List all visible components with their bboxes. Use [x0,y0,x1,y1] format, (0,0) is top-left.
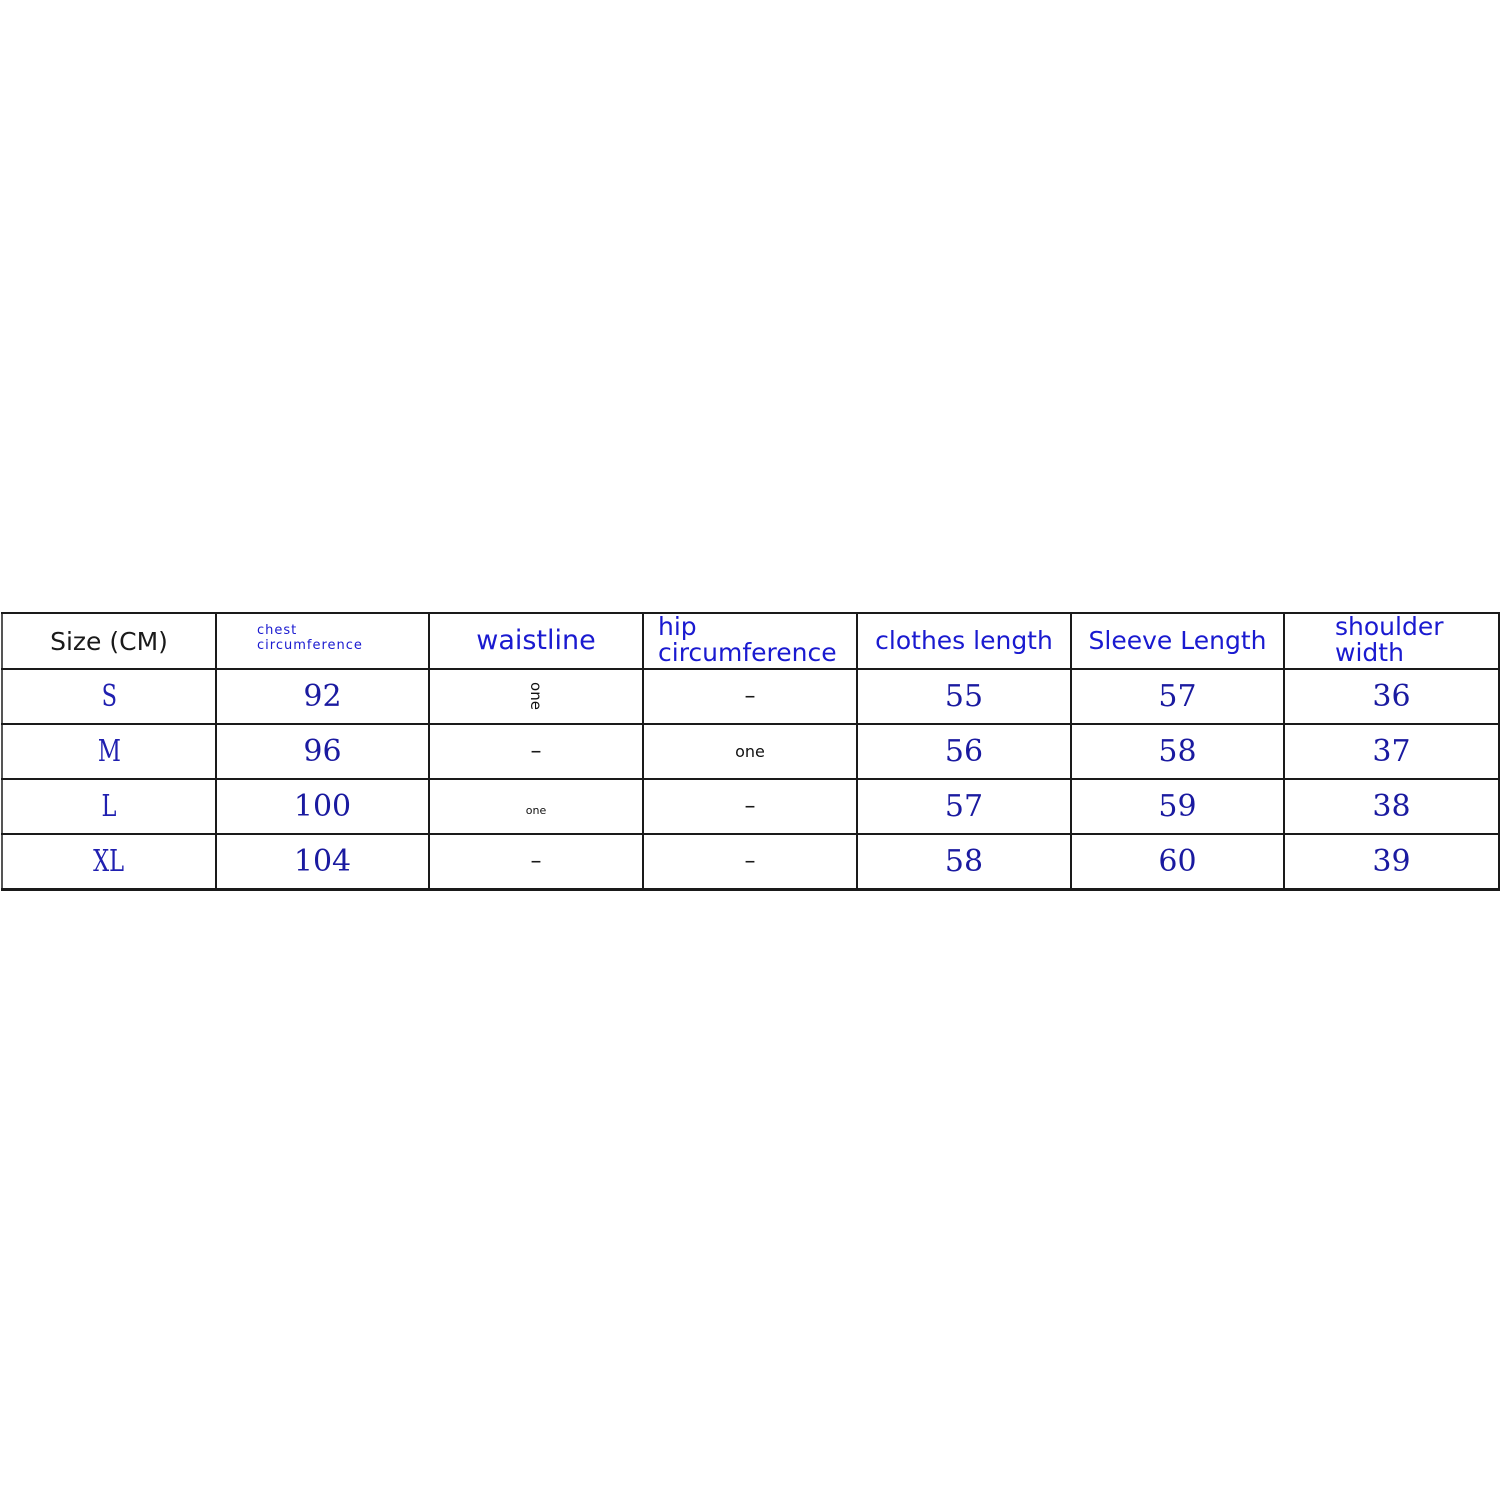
cell-hip: one [643,724,857,779]
cell-chest: 104 [216,834,429,890]
cell-clothes-length: 57 [857,779,1071,834]
header-shoulder-label [1335,614,1443,667]
cell-clothes-length: 58 [857,834,1071,890]
header-hip-line2: circumference [658,638,837,668]
cell-waist: – [429,724,643,779]
cell-sleeve-length: 59 [1071,779,1284,834]
cell-hip: – [643,834,857,890]
cell-chest: 100 [216,779,429,834]
cell-size: M [2,724,216,779]
header-hip-label [658,614,837,667]
cell-shoulder: 39 [1284,834,1499,890]
cell-waist: – [429,834,643,890]
header-hip-line1: hip [658,613,697,641]
cell-sleeve-length: 58 [1071,724,1284,779]
header-shoulder-line2: width [1335,638,1404,668]
cell-clothes-length: 55 [857,669,1071,724]
table-row [2,779,1499,834]
cell-hip: – [643,669,857,724]
table-row [2,669,1499,724]
header-chest-label [257,624,363,654]
cell-sleeve-length: 60 [1071,834,1284,890]
header-shoulder-line1: shoulder [1335,613,1444,641]
cell-shoulder: 37 [1284,724,1499,779]
header-chest-line2: circumference [257,637,363,653]
header-chest-line1: chest [257,623,298,638]
header-shoulder [1284,613,1499,669]
cell-sleeve-length: 57 [1071,669,1284,724]
table-row [2,724,1499,779]
cell-waist: one [429,779,643,834]
size-chart-table [1,612,1500,891]
cell-chest: 92 [216,669,429,724]
cell-size: L [2,779,216,834]
cell-hip: – [643,779,857,834]
header-size [2,613,216,669]
table-row [2,834,1499,890]
cell-shoulder: 36 [1284,669,1499,724]
header-waist [429,613,643,669]
header-hip [643,613,857,669]
cell-waist: one [429,669,643,724]
cell-chest: 96 [216,724,429,779]
header-clothes-length [857,613,1071,669]
header-row [2,613,1499,669]
cell-size: S [2,669,216,724]
header-sleeve-length [1071,613,1284,669]
cell-clothes-length: 56 [857,724,1071,779]
cell-shoulder: 38 [1284,779,1499,834]
header-waist-label: waistline [476,624,596,656]
header-size-label: Size (CM) [50,626,168,656]
header-sleeve-length-label: Sleeve Length [1088,625,1267,655]
cell-size: XL [2,834,216,890]
header-chest [216,613,429,669]
header-clothes-length-label: clothes length [875,625,1053,655]
